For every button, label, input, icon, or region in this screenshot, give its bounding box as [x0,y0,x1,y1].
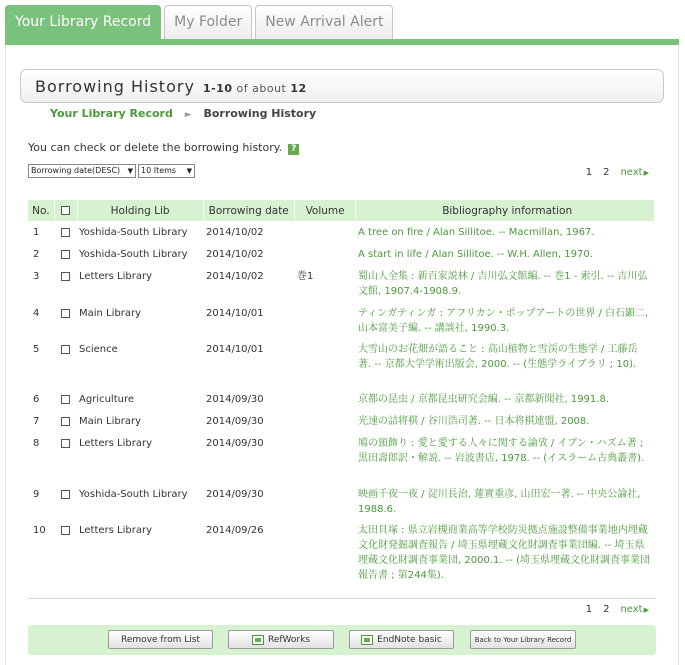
row-holding-lib: Letters Library [79,438,153,449]
row-no: 2 [33,249,40,260]
row-bibliography-link[interactable]: 蜀山人全集 : 新百家説林 / 吉川弘文館編. -- 巻1 - 索引. -- 吉川弘文館, 1907.4-1908.9. [358,271,648,297]
pager-bottom [586,604,649,615]
table-row [28,414,654,429]
row-borrowing-date: 2014/10/02 [206,227,264,238]
next-arrow-icon: ▶ [643,169,649,177]
page-2-link[interactable]: 2 [603,167,610,178]
row-no: 7 [33,416,40,427]
items-per-page-select[interactable] [138,164,195,178]
header-volume: Volume [305,204,345,217]
breadcrumb-arrow-icon: ► [184,110,192,120]
list-controls [28,164,195,178]
row-borrowing-date: 2014/10/02 [206,249,264,260]
row-holding-lib: Yoshida-South Library [79,227,188,238]
table-row [28,225,654,240]
result-range: 1-10 [203,82,233,95]
row-holding-lib: Yoshida-South Library [79,489,188,500]
row-holding-lib: Agriculture [79,394,134,405]
page-2-link[interactable]: 2 [603,604,610,615]
items-select-value: 10 Items [141,166,177,175]
row-borrowing-date: 2014/09/26 [206,525,264,536]
row-holding-lib: Science [79,344,118,355]
row-borrowing-date: 2014/10/01 [206,344,264,355]
row-holding-lib: Yoshida-South Library [79,249,188,260]
next-label: next [620,167,643,178]
row-volume [293,436,354,466]
row-checkbox-cell [54,306,76,336]
page-1-link[interactable]: 1 [585,604,593,615]
borrowing-history-table [28,200,654,581]
row-checkbox-cell [54,269,76,299]
row-checkbox-cell [54,436,76,466]
header-borrowing-date: Borrowing date [208,204,289,217]
row-bibliography-link[interactable]: 映画千夜一夜 / 淀川長治, 蓮實重彦, 山田宏一著. -- 中央公論社, 1988.6. [358,489,641,515]
next-page-link[interactable] [620,167,649,178]
row-borrowing-date: 2014/09/30 [206,416,264,427]
row-no: 6 [33,394,40,405]
intro-text: You can check or delete the borrowing history. [28,141,283,154]
table-row [28,306,654,336]
header-checkbox-cell [55,206,77,215]
row-checkbox-cell [54,247,76,262]
row-volume [293,414,354,429]
refworks-button[interactable] [228,630,334,649]
row-no: 9 [33,489,40,500]
next-page-link[interactable] [620,604,649,615]
table-row [28,436,654,466]
row-holding-lib: Letters Library [79,525,153,536]
tab-new-arrival-alert[interactable]: New Arrival Alert [255,5,393,40]
row-checkbox-cell [54,225,76,240]
result-count [203,82,307,95]
row-checkbox[interactable] [61,395,70,404]
row-bibliography-link[interactable]: A start in life / Alan Sillitoe. -- W.H. Allen, 1970. [358,249,593,260]
row-no: 10 [33,525,46,536]
sort-select[interactable] [28,164,136,178]
row-no: 5 [33,344,40,355]
divider [28,598,656,599]
row-no: 3 [33,271,40,282]
row-volume [293,247,354,262]
row-checkbox[interactable] [61,309,70,318]
row-holding-lib: Letters Library [79,271,153,282]
row-volume [293,225,354,240]
remove-label: Remove from List [121,634,200,645]
tab-bar [5,5,396,40]
refworks-label: RefWorks [267,634,311,645]
tab-my-folder[interactable]: My Folder [164,5,252,40]
row-checkbox-cell [54,392,76,407]
row-borrowing-date: 2014/10/02 [206,271,264,282]
row-borrowing-date: 2014/10/01 [206,308,264,319]
tab-your-library-record[interactable]: Your Library Record [5,5,161,40]
row-checkbox[interactable] [61,345,70,354]
row-bibliography-link[interactable]: A tree on fire / Alan Sillitoe. -- Macmillan, 1967. [358,227,595,238]
result-total: 12 [290,82,307,95]
row-checkbox[interactable] [61,272,70,281]
next-label: next [620,604,643,615]
row-volume [293,306,354,336]
row-bibliography-link[interactable]: ティンガティンガ : アフリカン・ポップアートの世界 / 白石顕二, 山本富美子編. -- 講談社, 1990.3. [358,308,649,334]
row-checkbox[interactable] [61,526,70,535]
table-row [28,487,654,517]
table-row [28,392,654,407]
table-row [28,247,654,262]
row-volume [293,487,354,517]
back-label: Back to Your Library Record [474,635,572,644]
table-header [28,200,654,221]
refworks-icon [252,635,264,645]
breadcrumb [50,107,316,120]
page-1-link[interactable]: 1 [585,167,593,178]
header-bibliography: Bibliography information [442,204,573,217]
row-checkbox-cell [54,487,76,517]
result-of-about: of about [236,82,287,95]
remove-from-list-button[interactable] [108,630,213,649]
page-title: Borrowing History [35,77,195,96]
row-checkbox[interactable] [61,490,70,499]
chevron-down-icon: ▼ [127,167,133,175]
endnote-basic-button[interactable] [349,630,454,649]
header-no: No. [32,204,50,217]
row-checkbox[interactable] [61,417,70,426]
row-volume [293,342,354,372]
table-row [28,269,654,299]
endnote-icon [361,635,373,645]
row-checkbox[interactable] [61,250,70,259]
row-borrowing-date: 2014/09/30 [206,489,264,500]
row-holding-lib: Main Library [79,308,142,319]
breadcrumb-your-library-record[interactable]: Your Library Record [50,107,173,120]
row-checkbox[interactable] [61,439,70,448]
row-bibliography-link[interactable]: 光速の詰将棋 / 谷川浩司著. -- 日本将棋連盟, 2008. [358,416,590,427]
row-no: 1 [33,227,40,238]
chevron-down-icon: ▼ [186,167,192,175]
row-no: 4 [33,308,40,319]
row-volume [293,392,354,407]
table-row [28,523,654,583]
row-bibliography-link[interactable]: 京都の昆虫 / 京都昆虫研究会編. -- 京都新聞社, 1991.8. [358,394,610,405]
endnote-label: EndNote basic [377,634,442,645]
row-volume: 巻1 [297,271,314,282]
select-all-checkbox[interactable] [61,206,70,215]
row-borrowing-date: 2014/09/30 [206,438,264,449]
row-checkbox-cell [54,523,76,583]
next-arrow-icon: ▶ [643,606,649,614]
page-header [20,69,664,103]
row-holding-lib: Main Library [79,416,142,427]
breadcrumb-current: Borrowing History [203,107,317,120]
back-to-library-record-button[interactable] [470,630,576,649]
row-bibliography-link[interactable]: 大雪山のお花畑が語ること : 高山植物と雪渓の生態学 / 工藤岳著. -- 京都大学学術出版会, 2000. -- (生態学ライブラリ ; 10). [358,344,638,370]
header-holding-lib: Holding Lib [110,204,170,217]
row-checkbox-cell [54,414,76,429]
help-icon[interactable]: ? [288,144,299,155]
row-checkbox[interactable] [61,228,70,237]
sort-select-value: Borrowing date(DESC) [31,166,121,175]
table-row [28,342,654,372]
intro-text-line [28,141,299,155]
row-no: 8 [33,438,40,449]
row-volume [293,523,354,583]
pager-top [586,167,649,178]
row-checkbox-cell [54,342,76,372]
row-borrowing-date: 2014/09/30 [206,394,264,405]
row-bibliography-link[interactable]: 太田貝塚 : 県立岩槻商業高等学校防災拠点施設整備事業地内埋蔵文化財発掘調査報告 / 埼玉県埋蔵文化財調査事業団編. -- 埼玉県埋蔵文化財調査事業団, 2000.1. -- (埼玉県埋蔵文化財調査事業団報告書 ; 第244集). [358,525,651,581]
row-bibliography-link[interactable]: 鳩の頸飾り : 愛と愛する人々に関する論攷 / イブン・ハズム著 ; 黒田壽郎訳・解説. -- 岩波書店, 1978. -- (イスラーム古典叢書). [358,438,645,464]
action-bar [28,625,656,655]
